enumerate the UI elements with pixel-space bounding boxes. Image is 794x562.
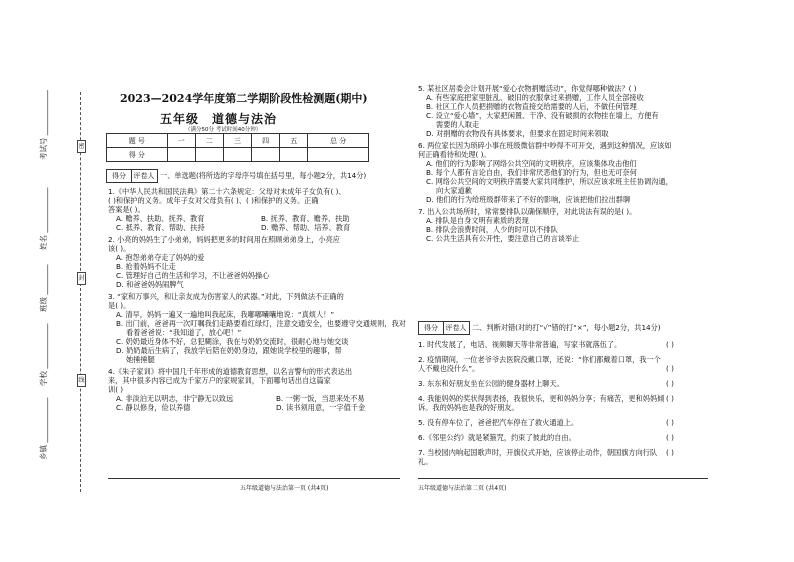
option-line: D. 他们的行为给班级群带来了不好的影响，应该把他们拉出群聊 [426, 195, 631, 204]
question-line: 2. 小亮的妈妈生了小弟弟，妈妈把更多的时间用在照顾弟弟身上，小亮应 [108, 235, 340, 244]
question-line: 6. 两位家长因为琐碎小事在班级微信群中吵得不可开交，遇到这种情况，应该如 [418, 141, 672, 150]
option-line: A. 抱怨弟弟夺走了妈妈的爱 [116, 253, 205, 262]
section2-score-box [418, 321, 470, 335]
option-line: B. 社区工作人员把捐赠的衣物直接交给需要的人后，不做任何管理 [426, 102, 637, 111]
option-line: B. 每个人都有言论自由，我们非常厌恶他们的行为，但也无可奈何 [426, 168, 637, 177]
question-line: 5. 某社区居委会计划开展“爱心衣物捐赠活动”，你觉得哪种做法？( ) [418, 84, 637, 93]
question-line: 来，其中很多内容已成为千家万户的家规家训，下面哪句话出自这篇家 [108, 376, 331, 385]
section1-score-box [106, 169, 158, 183]
option-line: A. 排队是自身文明有素质的表现 [426, 216, 529, 225]
judge-item: 5. 没有停车位了，爸爸把汽车停在了救火通道上。 ( ) [418, 418, 674, 427]
question-line: 3. “家和万事兴，和让亲友成为伤害家人的武器。”对此，下列做法不正确的 [108, 292, 344, 301]
option-line [108, 394, 398, 403]
judge-item: 6.《邻里公约》就是紧箍咒，约束了彼此的自由。 ( ) [418, 433, 674, 442]
side-label-town: 乡镇 ____________ [39, 397, 48, 460]
footer-right: 五年级道德与法治第二页 (共4页) [418, 485, 507, 492]
exam-subject: 道德与法治 [212, 112, 278, 126]
judge-item: 1. 时代发展了，电话、视频聊天等非常普遍，写家书就落伍了。 ( ) [418, 340, 674, 349]
binding-mark-mi: 密 [77, 140, 86, 153]
option: A. 赡养、扶助、抚养、教育 [116, 214, 205, 223]
binding-mark-feng: 封 [77, 272, 86, 285]
option: A. 非淡泊无以明志，非宁静无以致远 [116, 394, 234, 403]
binding-mark-xian: 线 [77, 374, 86, 387]
score-header-cell: 一 [167, 134, 195, 148]
footer-rule-right [418, 478, 708, 479]
score-input-cell[interactable] [223, 148, 251, 162]
side-label-exam-no: 考试号 ____________ [39, 90, 48, 160]
score-box-label: 得分 [419, 322, 444, 334]
option-line: C. 管理好自己的生活和学习，不让爸爸妈妈操心 [116, 271, 270, 280]
score-input-cell[interactable] [167, 148, 195, 162]
judge-item: 礼。 [418, 457, 433, 466]
option-line: D. 对捐赠的衣物没有具体要求，但要求在固定时间来领取 [426, 129, 609, 138]
question-line: 训( ) [108, 385, 124, 394]
question-line: ( )和保护的义务。成年子女对父母负有( )、( )和保护的义务。正确 [108, 196, 319, 205]
option-line: 她捶捶腿 [126, 355, 155, 364]
score-header-cell: 题 号 [107, 134, 168, 148]
option-line: C. 设立“爱心墙”，大家把闲置、干净、没有破损的衣物挂在墙上，方便有 [426, 111, 659, 120]
judge-item: 4. 我能妈妈的奖状得到表扬，我很快乐，更和妈妈分享；有痛苦，更和妈妈倾 ( ) [418, 394, 674, 403]
question-line: 1.《中华人民共和国民法典》第二十六条规定：父母对未成年子女负有( )、 [108, 187, 346, 196]
score-input-cell[interactable] [308, 148, 369, 162]
score-input-cell[interactable] [252, 148, 280, 162]
score-header-cell: 总 分 [308, 134, 369, 148]
side-label-name: 姓名 ____________ [39, 187, 48, 250]
judge-item: 2. 疫情期间，一位老爷爷去医院没戴口罩，还说：“你们都戴着口罩，我一个 [418, 355, 661, 364]
score-input-cell[interactable] [195, 148, 223, 162]
question-line: 该( )。 [108, 244, 131, 253]
question-line: 7. 出入公共场所时，常常要排队以确保顺序，对此说法有误的是( )。 [418, 207, 637, 216]
exam-title: 2023—2024学年度第二学期阶段性检测题(期中) [120, 92, 368, 105]
option-line: C. 公共生活具有公开性，要注意自己的言谈举止 [426, 234, 580, 243]
option: C. 静以修身，俭以养德 [116, 403, 191, 412]
question-line: 是( )。 [108, 301, 131, 310]
option-line: B. 出门前，爸爸再一次叮嘱我们走路要看红绿灯，注意交通安全，也要遵守交通规则，我对 [116, 319, 406, 328]
score-box-label: 评卷人 [445, 324, 467, 332]
option-line: 看着爸爸说：“我知道了，放心吧！” [126, 328, 242, 337]
option-line [108, 214, 398, 223]
question-line: 4.《朱子家训》将中国几千年形成的道德教育思想，以名言警句的形式表达出 [108, 367, 353, 376]
footer-rule-left [108, 478, 400, 479]
section1-heading: 一、单选题(将所选的字母序号填在括号里，每小题2分，共14分) [160, 171, 367, 180]
score-row-label: 得 分 [107, 148, 168, 162]
option-line: 向大家道歉 [436, 186, 472, 195]
answer-paren[interactable]: ( ) [666, 364, 674, 373]
option: D. 赡养、帮助、培养、教育 [261, 223, 351, 232]
option: B. 一粥一饭，当思来处不易 [276, 394, 365, 403]
score-box-label: 得分 [107, 170, 132, 182]
score-input-cell[interactable] [280, 148, 308, 162]
left-question-column [108, 187, 406, 412]
exam-grade: 五年级 [160, 112, 200, 126]
option-line: D. 和爸爸妈妈闹脾气 [116, 280, 184, 289]
option-line: C. 网络公共空间的文明秩序需要大家共同维护，所以应该求班主任协调沟通， [426, 177, 673, 186]
answer-paren[interactable]: ( ) [666, 394, 674, 403]
option-line: C. 奶奶最近身体不好，总犯糊涂，我在与奶奶交流时，很耐心地与她交谈 [116, 337, 349, 346]
judge-item: 7. 当校园内响起国歌声时，开旗仪式开始，应该停止动作，朝国旗方向行队 ( ) [418, 448, 674, 457]
footer-left: 五年级道德与法治第一页 (共4页) [240, 485, 329, 492]
right-question-column [418, 84, 718, 243]
option-line: B. 排队会浪费时间，人少的时可以不排队 [426, 225, 558, 234]
option-line [108, 403, 398, 412]
option: C. 抵养、教育、帮助、扶持 [116, 223, 205, 232]
option-line: D. 奶奶最后生病了，我放学后陪在奶奶身边，跟她说学校里的趣事，帮 [116, 346, 342, 355]
score-header-cell: 二 [195, 134, 223, 148]
score-table [106, 133, 369, 162]
score-box-label: 评卷人 [133, 172, 155, 180]
judge-item: 3. 东东和好朋友坐在公园的健身器材上聊天。 ( ) [418, 379, 674, 388]
option: B. 抚养、教育、赡养、扶助 [261, 214, 350, 223]
question-line: 答案是( )。 [108, 205, 145, 214]
judge-list [418, 340, 708, 466]
option-line: 需要的人取走 [436, 120, 480, 129]
score-header-cell: 五 [280, 134, 308, 148]
judge-item: 人不戴也没什么”。 ( ) [418, 364, 674, 373]
option-line: A. 他们的行为影响了网络公共空间的文明秩序，应该集体攻击他们 [426, 159, 637, 168]
option-line: A. 清早，妈妈一遍又一遍地叫我起床，我嘟嘟囔囔地说：“真烦人！” [116, 310, 335, 319]
exam-note: （满分50分 考试时间40分钟） [185, 127, 262, 133]
score-header-cell: 四 [252, 134, 280, 148]
option-line: B. 抢着妈妈不让走 [116, 262, 176, 271]
score-header-cell: 三 [223, 134, 251, 148]
option: D. 读书须用意，一字值千金 [276, 403, 366, 412]
option-line [108, 223, 398, 232]
answer-paren[interactable]: ( ) [666, 379, 674, 388]
judge-item: 诉。我的妈妈也是我的好朋友。 [418, 403, 519, 412]
answer-paren[interactable]: ( ) [666, 340, 674, 349]
side-label-class: 班级 ________ [39, 264, 48, 312]
side-label-school: 学校 ____________ [39, 323, 48, 386]
question-line: 何正确看待和处理( )。 [418, 150, 491, 159]
answer-paren[interactable]: ( ) [666, 433, 674, 442]
option-line: A. 有些家庭把家里脏乱、破旧的衣服拿过来捐赠，工作人员全部接收 [426, 93, 644, 102]
section2-heading: 二、判断对错(对的打“√”错的打“×”，每小题2分，共14分) [472, 323, 661, 332]
answer-paren[interactable]: ( ) [666, 418, 674, 427]
answer-paren[interactable]: ( ) [666, 448, 674, 457]
